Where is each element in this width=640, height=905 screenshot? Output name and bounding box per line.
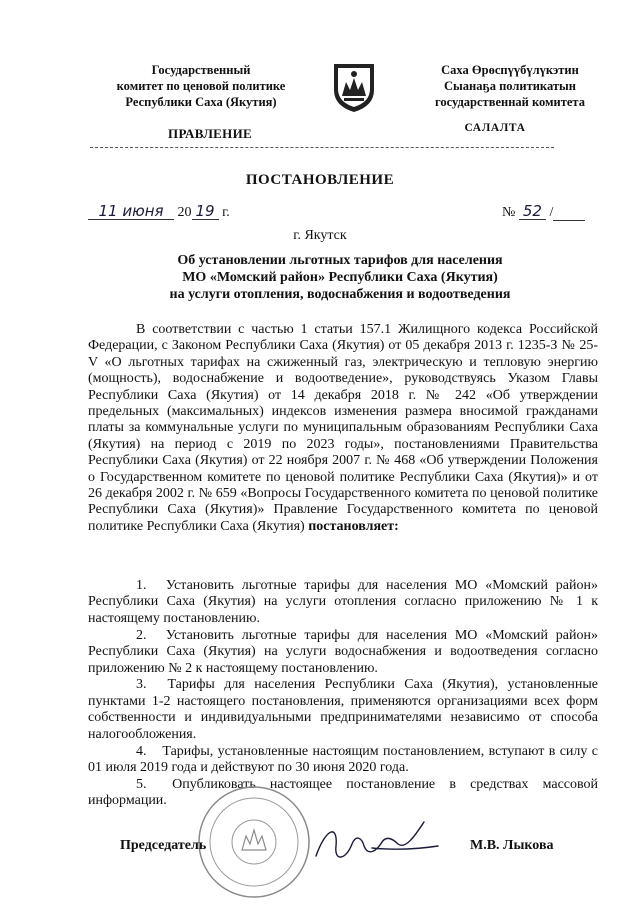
coat-of-arms-emblem-icon (330, 60, 378, 114)
preamble-text: В соответствии с частью 1 статьи 157.1 Жилищного кодекса Российской Федерации, с Законом Республики Саха (Якутия) от 05 декабря 2013 г. 1235-З № 25-V «О льготных тарифах на сжиженный газ, электрическую и тепловую энергию (мощность), водоснабжение и водоотведение», руководствуясь Указом Главы Республики Саха (Якутия) от 14 декабря 2018 г. № 242 «Об утверждении предельных (максимальных) индексов изменения размера вносимой гражданами платы за коммунальные услуги по муниципальным образованиям Республики Саха (Якутия) на период с 2019 по 2023 годы», постановлениями Правительства Республики Саха (Якутия) от 22 ноября 2007 г. № 468 «Об утверждении Положения о Государственном комитете по ценовой политике Республики Саха (Якутия)» и от 26 декабря 2002 г. № 659 «Вопросы Государственного комитета по ценовой политике Республики Саха (Якутия)» Правление Государственного комитета по ценовой политике Республики Саха (Якутия) (88, 322, 598, 534)
header-left-organization (96, 62, 306, 110)
subject-line: Об установлении льготных тарифов для населения (177, 253, 503, 268)
document-number (502, 203, 585, 221)
header-right-line: Сыанаҕа политикатын (444, 79, 576, 93)
list-item (88, 578, 598, 627)
resolution-items (88, 578, 598, 810)
item-text: Тарифы, установленные настоящим постановлением, вступают в силу с 01 июля 2019 года и действуют по 30 июня 2020 года. (88, 743, 598, 775)
document-title: ПОСТАНОВЛЕНИЕ (245, 172, 395, 188)
signatory-position: Председатель (120, 838, 207, 853)
number-slash: / (549, 205, 554, 220)
number-label: № (502, 205, 516, 220)
item-text: Установить льготные тарифы для населения МО «Момский район» Республики Саха (Якутия) на услуги водоснабжения и водоотведения согласно приложению № 2 к настоящему постановлению. (88, 627, 598, 676)
board-label-sakha: САЛАЛТА (464, 122, 526, 134)
preamble (88, 322, 598, 535)
board-label-russian: ПРАВЛЕНИЕ (168, 126, 252, 141)
signatory-name: М.В. Лыкова (470, 838, 554, 853)
item-text: Установить льготные тарифы для населения МО «Момский район» Республики Саха (Якутия) на услуги отопления согласно приложению № 1 к настоящему постановлению. (88, 578, 598, 626)
item-number: 3. (136, 677, 147, 693)
document-city: г. Якутск (293, 228, 347, 243)
preamble-verb: постановляет: (308, 518, 399, 534)
list-item (88, 777, 598, 810)
date-year-prefix: 20 (177, 205, 192, 220)
item-text: Тарифы для населения Республики Саха (Якутия), установленные пунктами 1-2 настоящего постановления, применяются организациями всех форм собственности и индивидуальными предпринимателями независимо от способа налогообложения. (88, 677, 598, 742)
document-date (88, 203, 230, 221)
header-right-organization (400, 62, 620, 110)
handwritten-signature-icon (312, 816, 442, 872)
item-number: 1. (136, 578, 147, 593)
header-right-line: Саха Өрөспүүбүлүкэтин (441, 63, 579, 77)
header-divider (90, 147, 554, 148)
list-item (88, 628, 598, 677)
header-left-line: Республики Саха (Якутия) (125, 95, 277, 109)
item-number: 5. (136, 776, 147, 792)
date-year-suffix: 19 (192, 203, 219, 220)
header-left-line: Государственный (151, 63, 251, 77)
item-text: Опубликовать настоящее постановление в средствах массовой информации. (88, 776, 599, 809)
official-stamp-icon (196, 784, 312, 900)
date-year-unit: г. (222, 205, 230, 220)
header-left-line: комитет по ценовой политике (116, 79, 286, 93)
item-number: 2. (136, 627, 147, 643)
date-day-month: 11 июня (88, 203, 174, 220)
document-subject (120, 252, 560, 303)
subject-line: МО «Момский район» Республики Саха (Якутия) (182, 270, 498, 285)
header-right-line: государственнай комитета (435, 95, 585, 109)
list-item (88, 744, 598, 777)
item-number: 4. (136, 743, 147, 759)
list-item (88, 677, 598, 743)
subject-line: на услуги отопления, водоснабжения и водоотведения (169, 287, 511, 302)
number-value: 52 (519, 203, 546, 220)
number-blank (553, 206, 585, 221)
preamble-paragraph (88, 322, 598, 535)
